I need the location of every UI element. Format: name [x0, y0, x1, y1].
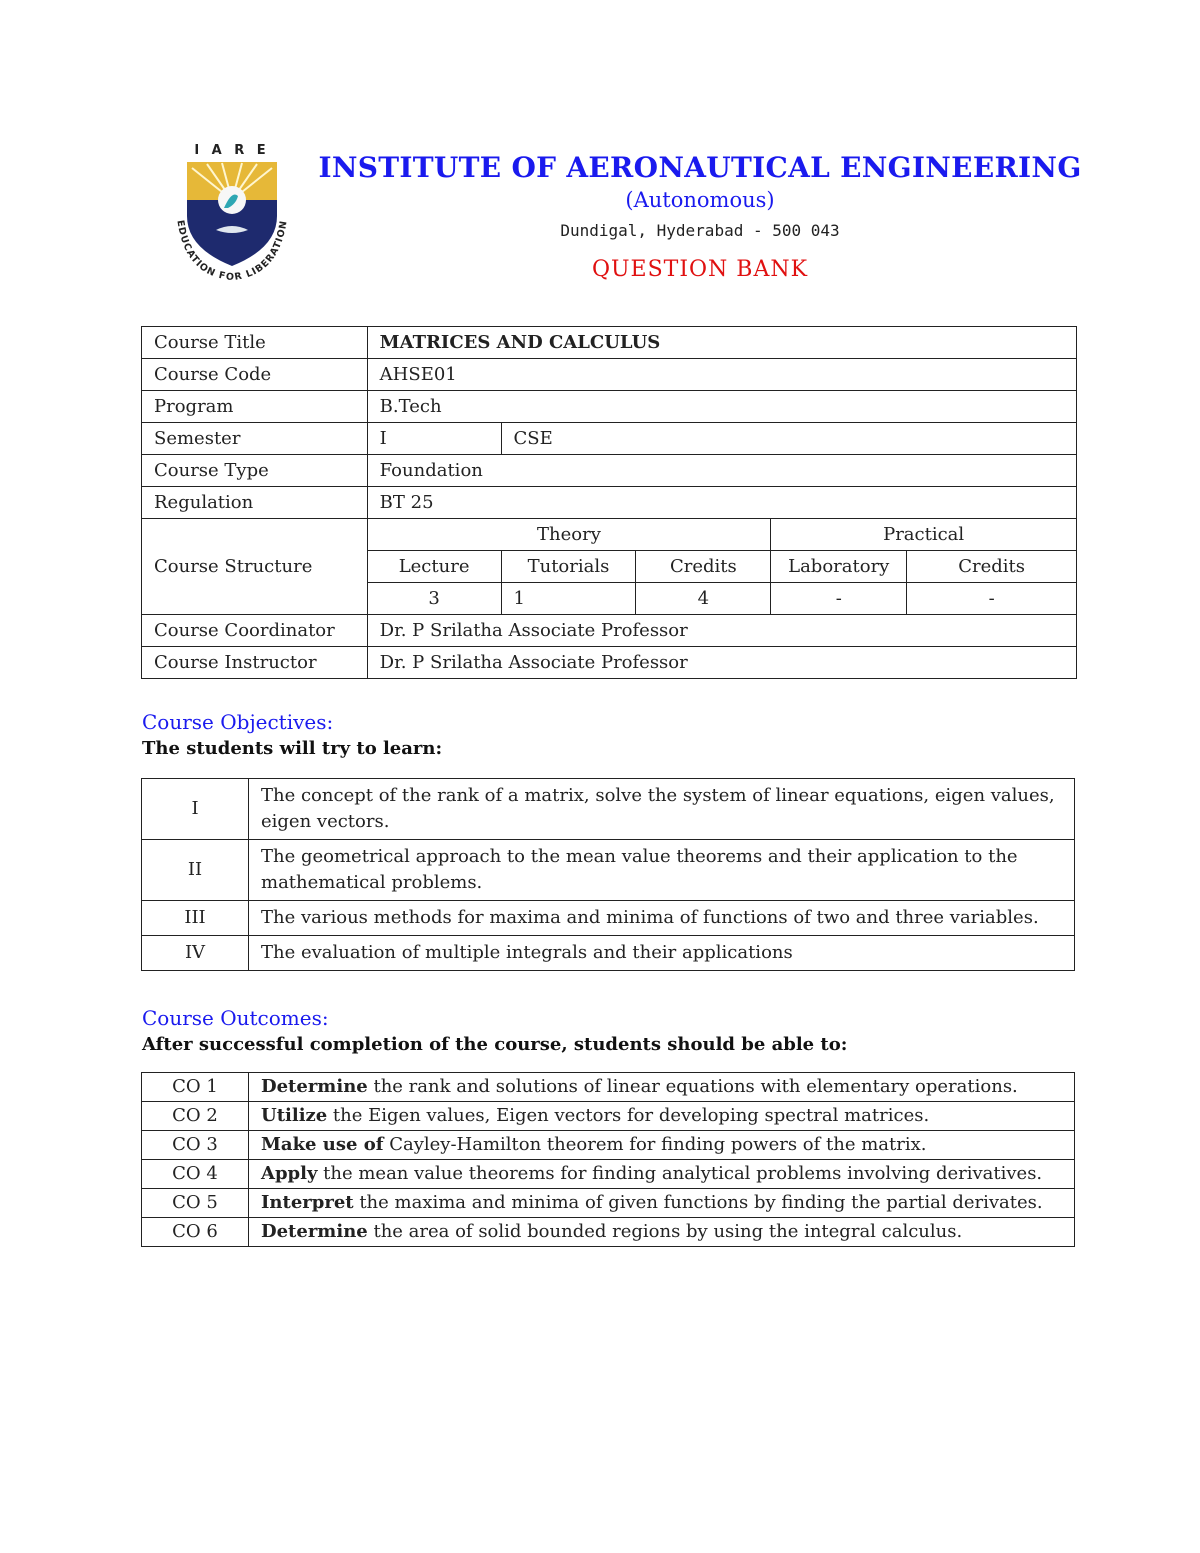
course-code-label: Course Code — [142, 359, 368, 391]
outcome-text — [249, 1131, 1075, 1160]
institute-name: INSTITUTE OF AERONAUTICAL ENGINEERING — [318, 151, 1082, 184]
outcome-number: CO 2 — [142, 1102, 249, 1131]
table-row — [142, 1131, 1075, 1160]
outcome-text — [249, 1102, 1075, 1131]
theory-header: Theory — [367, 519, 771, 551]
objectives-table — [141, 778, 1075, 971]
course-type-label: Course Type — [142, 455, 368, 487]
laboratory-value: - — [771, 583, 907, 615]
outcome-verb: Utilize — [261, 1105, 328, 1126]
outcome-verb: Make use of — [261, 1134, 384, 1155]
table-row — [142, 647, 1077, 679]
table-row — [142, 779, 1075, 840]
objective-text: The concept of the rank of a matrix, solve the system of linear equations, eigen values, eigen vectors. — [249, 779, 1075, 840]
instructor-label: Course Instructor — [142, 647, 368, 679]
objective-number: II — [142, 840, 249, 901]
branch: CSE — [501, 423, 1076, 455]
outcome-text — [249, 1073, 1075, 1102]
objective-number: IV — [142, 936, 249, 971]
outcome-description: the Eigen values, Eigen vectors for developing spectral matrices. — [327, 1105, 930, 1126]
table-row — [142, 487, 1077, 519]
practical-credits-value: - — [907, 583, 1077, 615]
outcome-number: CO 3 — [142, 1131, 249, 1160]
theory-credits-value: 4 — [636, 583, 771, 615]
institute-address: Dundigal, Hyderabad - 500 043 — [560, 221, 840, 240]
logo-top-text: I A R E — [194, 143, 270, 158]
course-title: MATRICES AND CALCULUS — [367, 327, 1076, 359]
outcomes-title: Course Outcomes: — [142, 1006, 329, 1030]
outcome-description: the mean value theorems for finding analytical problems involving derivatives. — [317, 1163, 1043, 1184]
document-header — [300, 150, 1100, 284]
practical-credits-header: Credits — [907, 551, 1077, 583]
table-row — [142, 391, 1077, 423]
objective-text: The evaluation of multiple integrals and their applications — [249, 936, 1075, 971]
course-info-table — [141, 326, 1077, 679]
outcomes-subtitle: After successful completion of the course, students should be able to: — [142, 1034, 848, 1055]
table-row — [142, 519, 1077, 551]
objective-text: The various methods for maxima and minima of functions of two and three variables. — [249, 901, 1075, 936]
objectives-title: Course Objectives: — [142, 710, 334, 734]
table-row — [142, 615, 1077, 647]
semester: I — [367, 423, 501, 455]
objective-number: III — [142, 901, 249, 936]
program-label: Program — [142, 391, 368, 423]
course-code: AHSE01 — [367, 359, 1076, 391]
outcome-number: CO 5 — [142, 1189, 249, 1218]
outcome-number: CO 4 — [142, 1160, 249, 1189]
tutorials-header: Tutorials — [501, 551, 636, 583]
iare-logo — [162, 138, 302, 288]
objective-number: I — [142, 779, 249, 840]
outcome-description: Cayley-Hamilton theorem for finding powers of the matrix. — [383, 1134, 927, 1155]
regulation: BT 25 — [367, 487, 1076, 519]
outcome-text — [249, 1218, 1075, 1247]
table-row — [142, 840, 1075, 901]
outcome-verb: Interpret — [261, 1192, 354, 1213]
outcome-text — [249, 1189, 1075, 1218]
table-row — [142, 1073, 1075, 1102]
semester-label: Semester — [142, 423, 368, 455]
table-row — [142, 901, 1075, 936]
table-row — [142, 359, 1077, 391]
lecture-header: Lecture — [367, 551, 501, 583]
tutorials-value: 1 — [501, 583, 636, 615]
document-type: QUESTION BANK — [591, 257, 809, 282]
table-row — [142, 1102, 1075, 1131]
table-row — [142, 423, 1077, 455]
objective-text: The geometrical approach to the mean value theorems and their application to the mathematical problems. — [249, 840, 1075, 901]
instructor: Dr. P Srilatha Associate Professor — [367, 647, 1076, 679]
course-type: Foundation — [367, 455, 1076, 487]
table-row — [142, 455, 1077, 487]
outcome-verb: Determine — [261, 1221, 368, 1242]
outcome-text — [249, 1160, 1075, 1189]
outcomes-table — [141, 1072, 1075, 1247]
theory-credits-header: Credits — [636, 551, 771, 583]
objectives-subtitle: The students will try to learn: — [142, 738, 443, 759]
course-title-label: Course Title — [142, 327, 368, 359]
lecture-value: 3 — [367, 583, 501, 615]
outcome-description: the maxima and minima of given functions by finding the partial derivates. — [353, 1192, 1043, 1213]
coordinator-label: Course Coordinator — [142, 615, 368, 647]
table-row — [142, 936, 1075, 971]
practical-header: Practical — [771, 519, 1077, 551]
institute-status: (Autonomous) — [625, 188, 775, 212]
regulation-label: Regulation — [142, 487, 368, 519]
outcome-number: CO 1 — [142, 1073, 249, 1102]
outcome-verb: Determine — [261, 1076, 368, 1097]
logo-motto: EDUCATION FOR LIBERATION — [174, 219, 290, 284]
laboratory-header: Laboratory — [771, 551, 907, 583]
table-row — [142, 327, 1077, 359]
course-structure-label: Course Structure — [142, 519, 368, 615]
outcome-verb: Apply — [261, 1163, 318, 1184]
table-row — [142, 1160, 1075, 1189]
coordinator: Dr. P Srilatha Associate Professor — [367, 615, 1076, 647]
table-row — [142, 1218, 1075, 1247]
outcome-description: the rank and solutions of linear equations with elementary operations. — [367, 1076, 1018, 1097]
outcome-number: CO 6 — [142, 1218, 249, 1247]
outcome-description: the area of solid bounded regions by using the integral calculus. — [367, 1221, 963, 1242]
program: B.Tech — [367, 391, 1076, 423]
table-row — [142, 1189, 1075, 1218]
